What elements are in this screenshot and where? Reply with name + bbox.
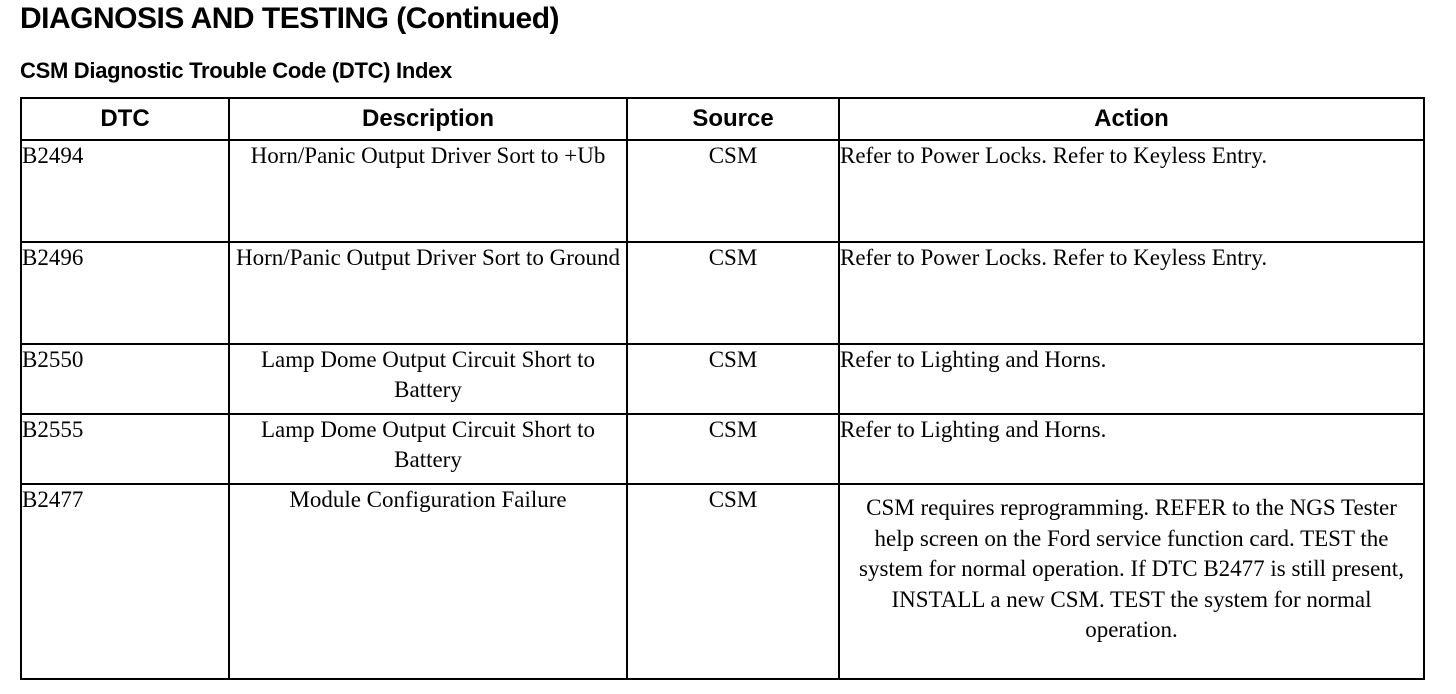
table-header-row [21,98,1424,140]
column-header-description: Description [229,98,627,140]
source-cell: CSM [627,414,839,484]
column-header-dtc: DTC [21,98,229,140]
action-cell: Refer to Lighting and Horns. [839,414,1424,484]
column-header-source: Source [627,98,839,140]
action-cell: Refer to Power Locks. Refer to Keyless Entry. [839,242,1424,344]
table-row [21,414,1424,484]
action-cell: Refer to Power Locks. Refer to Keyless Entry. [839,140,1424,242]
column-header-action: Action [839,98,1424,140]
description-cell: Lamp Dome Output Circuit Short to Battery [229,344,627,414]
dtc-cell: B2477 [21,484,229,679]
source-cell: CSM [627,344,839,414]
action-cell: CSM requires reprogramming. REFER to the NGS Tester help screen on the Ford service function card. TEST the system for normal operation. If DTC B2477 is still present, INSTALL a new CSM. TEST the system for normal operation. [839,484,1424,679]
dtc-index-table [20,97,1425,680]
source-cell: CSM [627,484,839,679]
table-row [21,344,1424,414]
section-title: CSM Diagnostic Trouble Code (DTC) Index [20,58,452,83]
page-title: DIAGNOSIS AND TESTING (Continued) [20,2,560,35]
table-row [21,140,1424,242]
dtc-cell: B2494 [21,140,229,242]
description-cell: Horn/Panic Output Driver Sort to Ground [229,242,627,344]
table-row [21,242,1424,344]
dtc-cell: B2555 [21,414,229,484]
description-cell: Lamp Dome Output Circuit Short to Battery [229,414,627,484]
action-cell: Refer to Lighting and Horns. [839,344,1424,414]
description-cell: Horn/Panic Output Driver Sort to +Ub [229,140,627,242]
source-cell: CSM [627,242,839,344]
dtc-cell: B2496 [21,242,229,344]
dtc-cell: B2550 [21,344,229,414]
description-cell: Module Configuration Failure [229,484,627,679]
source-cell: CSM [627,140,839,242]
table-row [21,484,1424,679]
